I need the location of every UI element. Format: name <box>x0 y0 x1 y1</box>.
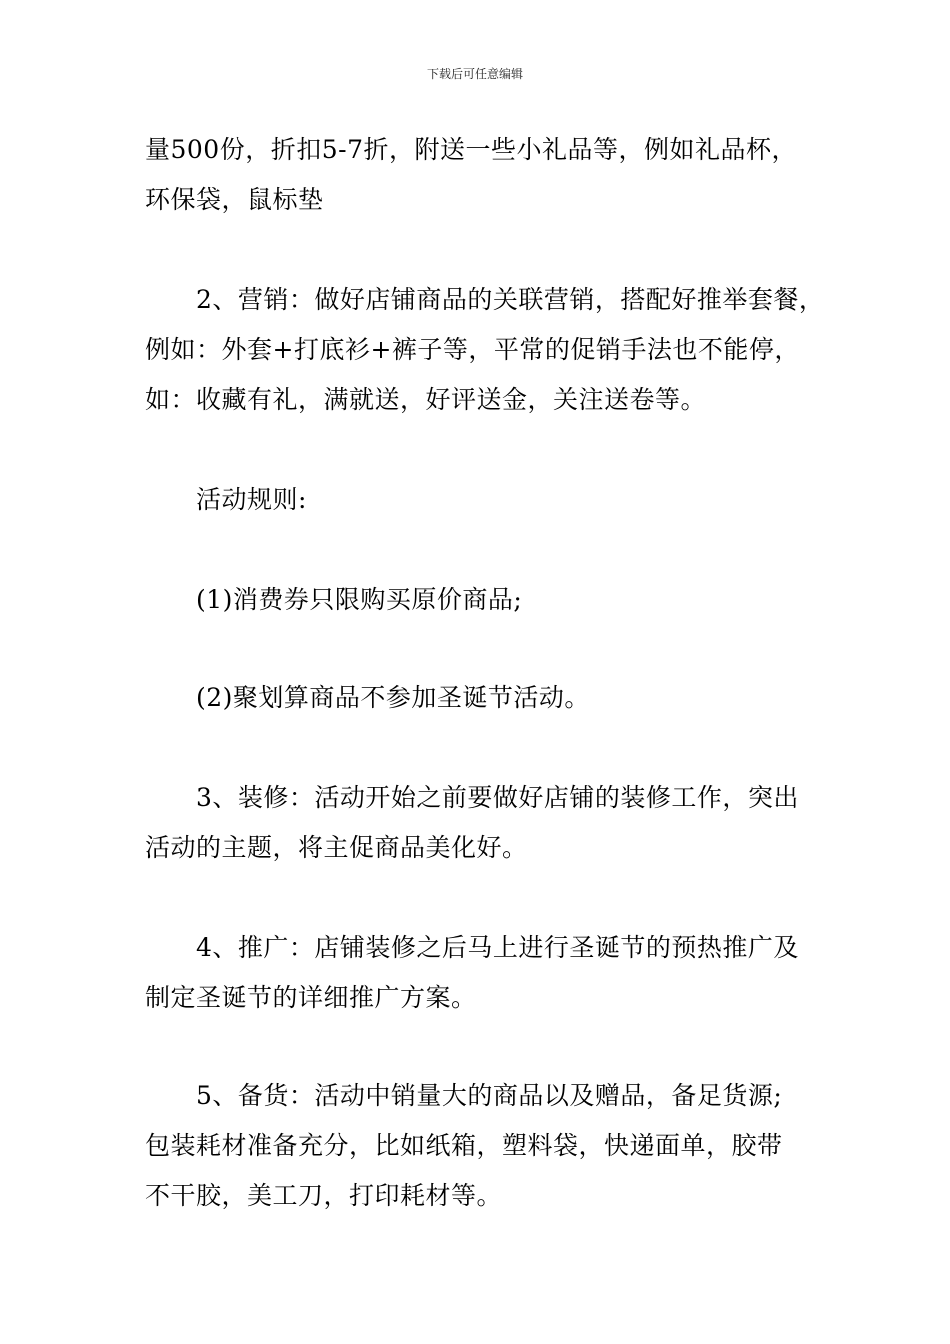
text-line: (1)消费券只限购买原价商品; <box>145 585 523 614</box>
text-line: 例如：外套+打底衫+裤子等，平常的促销手法也不能停， <box>145 335 800 364</box>
text-line: 包装耗材准备充分，比如纸箱，塑料袋，快递面单，胶带 <box>145 1131 783 1160</box>
text-line: 如：收藏有礼，满就送，好评送金，关注送卷等。 <box>145 385 707 414</box>
text-line: (2)聚划算商品不参加圣诞节活动。 <box>145 683 590 712</box>
text-line: 量500份，折扣5-7折，附送一些小礼品等，例如礼品杯， <box>145 135 797 164</box>
text-line: 环保袋，鼠标垫 <box>145 185 324 214</box>
text-line: 活动规则: <box>145 485 307 514</box>
text-line: 活动的主题，将主促商品美化好。 <box>145 833 528 862</box>
text-line: 不干胶，美工刀，打印耗材等。 <box>145 1181 503 1210</box>
text-line: 4、推广：店铺装修之后马上进行圣诞节的预热推广及 <box>145 933 799 962</box>
text-line: 2、营销：做好店铺商品的关联营销，搭配好推举套餐， <box>145 285 825 314</box>
text-line: 3、装修：活动开始之前要做好店铺的装修工作，突出 <box>145 783 799 812</box>
page-header: 下载后可任意编辑 <box>426 67 523 81</box>
text-line: 制定圣诞节的详细推广方案。 <box>145 983 477 1012</box>
text-line: 5、备货：活动中销量大的商品以及赠品，备足货源; <box>145 1081 783 1110</box>
